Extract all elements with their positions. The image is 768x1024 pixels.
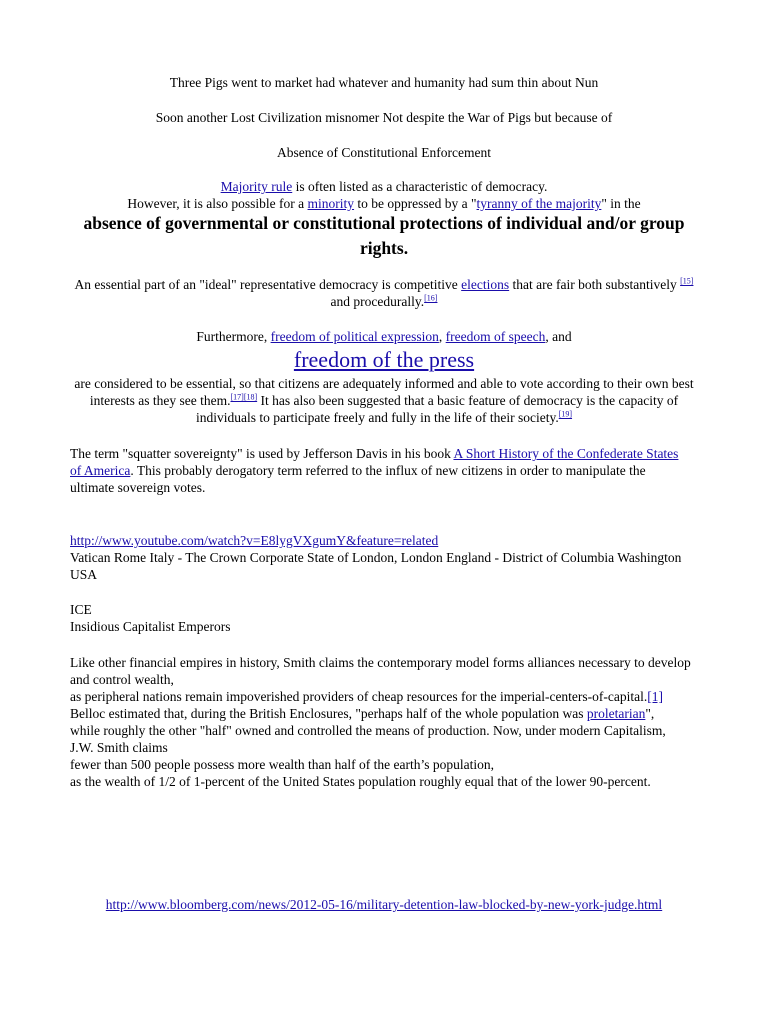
majority-rule-link[interactable]: Majority rule (220, 179, 293, 194)
majority-rule-paragraph (70, 178, 698, 212)
freedom-of-press-line (70, 347, 698, 373)
majority-rest-text: is often listed as a characteristic of democracy. (292, 179, 548, 194)
squatter-text: The term "squatter sovereignty" is used by Jefferson Davis in his book (70, 446, 454, 461)
elections-link[interactable]: elections (461, 277, 510, 292)
empires-line-4: while roughly the other "half" owned and controlled the means of production. Now, under modern Capitalism, J.W. Smith claims (70, 723, 666, 755)
however-end-text: " in the (601, 196, 641, 211)
and-text: , and (545, 329, 572, 344)
empires-paragraph (70, 654, 692, 790)
furthermore-line (70, 328, 698, 345)
youtube-block (70, 532, 700, 583)
bloomberg-line (70, 896, 698, 913)
ice-block (70, 601, 700, 635)
elections-paragraph (70, 276, 698, 310)
essential-text: An essential part of an "ideal" representative democracy is competitive (74, 277, 462, 292)
proletarian-link[interactable]: proletarian (586, 706, 646, 721)
empires-line-5: fewer than 500 people possess more wealth than half of the earth’s population, (70, 757, 495, 772)
belloc-text: Belloc estimated that, during the British Enclosures, "perhaps half of the whole population was (70, 706, 587, 721)
ref-19-link[interactable]: [19] (558, 409, 573, 419)
comma-text: , (438, 329, 446, 344)
ref-1-link[interactable]: [1] (647, 689, 664, 704)
however-mid-text: to be oppressed by a " (354, 196, 477, 211)
ref-16-link[interactable]: [16] (424, 293, 438, 303)
considered-text: are considered to be essential, so that citizens are adequately informed and able to vote according to their own best interests as they see them. (74, 376, 694, 408)
empires-line-1: Like other financial empires in history, Smith claims the contemporary model forms alliances necessary to develop and control wealth, (70, 655, 691, 687)
short-history-book-link[interactable]: A Short History of the Confederate States of America (70, 446, 679, 478)
bold-statement: absence of governmental or constitutional protections of individual and/or group rights. (83, 213, 685, 258)
essential-end-text: and procedurally. (330, 294, 425, 309)
header-line-1: Three Pigs went to market had whatever and humanity had sum thin about Nun (169, 75, 599, 90)
ice-subtitle: Insidious Capitalist Emperors (70, 619, 231, 634)
ref-17-18-link[interactable]: [17][18] (230, 392, 258, 402)
minority-link[interactable]: minority (307, 196, 355, 211)
tyranny-of-majority-link[interactable]: tyranny of the majority (476, 196, 602, 211)
empires-line-2: as peripheral nations remain impoverished providers of cheap resources for the imperial-centers-of-capital. (70, 689, 648, 704)
empires-line-6: as the wealth of 1/2 of 1-percent of the United States population roughly equal that of the lower 90-percent. (70, 774, 651, 789)
ref-15-link[interactable]: [15] (680, 276, 694, 286)
belloc-post-text: ", (645, 706, 655, 721)
header-line-3: Absence of Constitutional Enforcement (276, 145, 492, 160)
bloomberg-link[interactable]: http://www.bloomberg.com/news/2012-05-16/military-detention-law-blocked-by-new-york-judge.html (105, 897, 663, 912)
suggested-text: It has also been suggested that a basic feature of democracy is the capacity of individuals to participate freely and fully in the life of their society. (195, 393, 679, 425)
squatter-post-text: . This probably derogatory term referred to the influx of new citizens in order to manipulate the ultimate sovereign votes. (70, 463, 646, 495)
considered-paragraph (66, 375, 702, 426)
essential-mid-text: that are fair both substantively (509, 277, 681, 292)
freedom-of-speech-link[interactable]: freedom of speech (445, 329, 546, 344)
ice-title: ICE (70, 602, 92, 617)
youtube-link[interactable]: http://www.youtube.com/watch?v=E8lygVXgumY&feature=related (70, 533, 439, 548)
freedom-of-press-link[interactable]: freedom of the press (293, 347, 475, 372)
squatter-paragraph (70, 445, 684, 496)
however-text: However, it is also possible for a (127, 196, 308, 211)
freedom-political-expression-link[interactable]: freedom of political expression (270, 329, 439, 344)
header-line-2: Soon another Lost Civilization misnomer Not despite the War of Pigs but because of (155, 110, 613, 125)
vatican-caption: Vatican Rome Italy - The Crown Corporate State of London, London England - District of Columbia Washington USA (70, 550, 682, 582)
furthermore-text: Furthermore, (196, 329, 271, 344)
